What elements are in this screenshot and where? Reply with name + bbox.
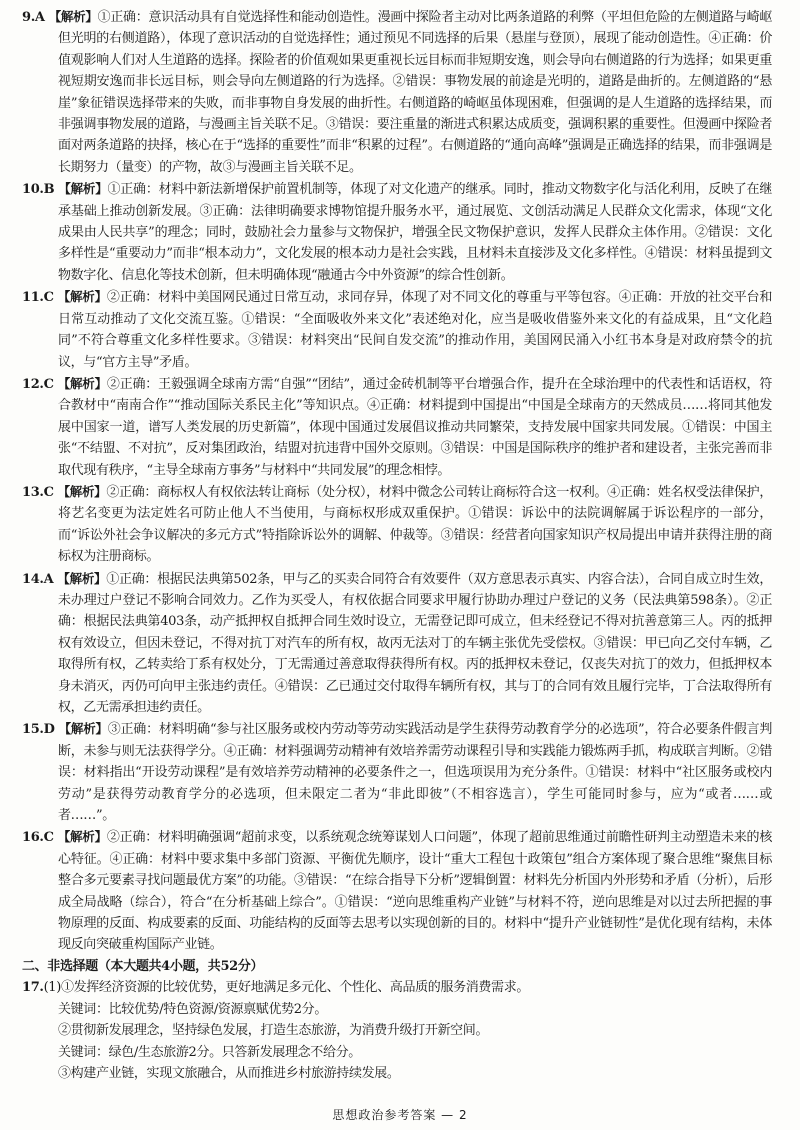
q17-line: ③构建产业链，实现文旅融合，从而推进乡村旅游持续发展。: [58, 1065, 400, 1081]
item-text: ①正确：根据民法典第502条，甲与乙的买卖合同符合有效要件（双方意思表示真实、内容合法），合同自成立时生效，未办理过户登记不影响合同效力。乙作为买受人，有权依据合同要求甲履行协助办理过户登记的义务（民法典第598条）。②正确：根据民法典第403条，动产抵押权自抵押合同生效时设立，无需登记即可成立，但未经登记不得对抗善意第三人。丙的抵押权有效设立，但因未登记，不得对抗丁对汽车的所有权，故丙无法对丁的车辆主张优先受偿权。③错误：甲已向乙交付车辆，乙取得所有权，乙转卖给丁系有权处分，丁无需通过善意取得获得所有权。丙的抵押权未登记，仅丧失对抗丁的效力，但抵押权本身未消灭，丙仍可向甲主张违约责任。④错误：乙已通过交付取得车辆所有权，其与丁的合同有效且履行完毕，丁合法取得所有权，乙无需承担违约责任。: [58, 571, 772, 715]
item-number: 16.: [22, 830, 44, 846]
analysis-tag: 【解析】: [57, 570, 107, 586]
item-number: 15.: [22, 722, 44, 738]
item-text: ②正确：材料中美国网民通过日常互动，求同存异，体现了对不同文化的尊重与平等包容。④正确：开放的社交平台和日常互动推动了文化交流互鉴。①错误：“全面吸收外来文化”表述绝对化，应当是吸收借鉴外来文化的有益成果，且“文化趋同”不符合尊重文化多样性要求。③错误：材料突出“民间自发交流”的推动作用，美国网民涌入小红书本身是对政府禁令的抗议，与“官方主导”矛盾。: [58, 290, 772, 370]
section-title: 二、非选择题（本大题共4小题，共52分）: [22, 958, 264, 974]
item-answer: C: [43, 290, 54, 306]
answer-item-14: [22, 568, 772, 719]
item-number: 14.: [22, 571, 44, 587]
answer-item-11: [22, 286, 772, 373]
item-number: 12.: [22, 376, 44, 392]
answer-item-12: [22, 373, 772, 481]
answer-content: [22, 6, 772, 1084]
analysis-tag: 【解析】: [57, 483, 107, 499]
item-answer: B: [43, 182, 55, 198]
item-answer: A: [43, 571, 54, 587]
analysis-tag: 【解析】: [58, 721, 108, 737]
answer-item-17: [22, 977, 772, 998]
answer-item-16: [22, 826, 772, 955]
item-number: 17.: [22, 980, 44, 996]
item-number: 10.: [22, 182, 44, 198]
answer-item-13: [22, 481, 772, 568]
analysis-tag: 【解析】: [58, 181, 108, 197]
item-answer: D: [43, 722, 55, 738]
item-answer: A: [34, 10, 45, 25]
item-text: ②正确：商标权人有权依法转让商标（处分权），材料中微念公司转让商标符合这一权利。④正确：姓名权受法律保护，将艺名变更为法定姓名可防止他人不当使用，与商标权形成双重保护。①错误：诉讼中的法院调解属于诉讼程序的一部分，而“诉讼外社会争议解决的多元方式”特指除诉讼外的调解、仲裁等。③错误：经营者向国家知识产权局提出申请并获得注册的商标权为注册商标。: [58, 484, 772, 565]
q17-line: (1)①发挥经济资源的比较优势，更好地满足多元化、个性化、高品质的服务消费需求。: [43, 980, 529, 996]
item-text: ①正确：材料中新法新增保护前置机制等，体现了对文化遗产的继承。同时，推动文物数字化与活化利用，反映了在继承基础上推动创新发展。③正确：法律明确要求博物馆提升服务水平，通过展览、文创活动满足人民群众文化需求，体现“文化成果由人民共享”的理念；同时，鼓励社会力量参与文物保护，增强全民文物保护意识，发挥人民群众主体作用。②错误：文化多样性是“重要动力”而非“根本动力”，文化发展的根本动力是社会实践，且材料未直接涉及文化多样性。④错误：材料虽提到文物数字化、信息化等技术创新，但未明确体现“融通古今中外资源”的综合性创新。: [58, 182, 772, 283]
item-answer: C: [43, 830, 54, 846]
q17-keyword-line: 关键词：比较优势/特色资源/资源禀赋优势2分。: [58, 1001, 327, 1017]
item-text: ③正确：材料明确“参与社区服务或校内劳动等劳动实践活动是学生获得劳动教育学分的必选项”，符合必要条件假言判断，未参与则无法获得学分。④正确：材料强调劳动精神有效培养需劳动课程引导和实践能力锻炼两手抓，构成联言判断。②错误：材料指出“开设劳动课程”是有效培养劳动精神的必要条件之一，但选项误用为充分条件。①错误：材料中“社区服务或校内劳动”是获得劳动教育学分的必选项，但未限定二者为“非此即彼”（不相容选言），学生可能同时参与，应为“或者……或者……”。: [58, 722, 772, 824]
item-answer: C: [43, 376, 54, 392]
item-answer: C: [43, 484, 54, 500]
item-number: 13.: [22, 484, 44, 500]
answer-item-10: [22, 178, 772, 286]
item-number: 9.: [22, 10, 35, 25]
analysis-tag: 【解析】: [57, 289, 107, 305]
analysis-tag: 【解析】: [48, 9, 98, 24]
q17-line: ②贯彻新发展理念，坚持绿色发展，打造生态旅游，为消费升级打开新空间。: [58, 1023, 489, 1039]
analysis-tag: 【解析】: [57, 375, 107, 391]
item-text: ②正确：王毅强调全球南方需“自强”“团结”，通过金砖机制等平台增强合作，提升在全球治理中的代表性和话语权，符合教材中“南南合作”“推动国际关系民主化”等知识点。④正确：材料提到中国提出“中国是全球南方的天然成员……将同其他发展中国家一道，谱写人类发展的历史新篇”，体现中国通过发展倡议推动共同繁荣，支持发展中国家共同发展。①错误：中国主张“不结盟、不对抗”，反对集团政治，结盟对抗违背中国外交原则。③错误：中国是国际秩序的维护者和建设者，主张完善而非取代现有秩序，“主导全球南方事务”与材料中“共同发展”的理念相悖。: [58, 376, 773, 478]
item-text: ①正确：意识活动具有自觉选择性和能动创造性。漫画中探险者主动对比两条道路的利弊（平坦但危险的左侧道路与崎岖但光明的右侧道路），体现了意识活动的自觉选择性；通过预见不同选择的后果（悬崖与登顶），展现了能动创造性。④正确：价值观影响人们对人生道路的选择。探险者的价值观如果更重视长远目标而非短期安逸，则会导向右侧道路的行为选择；如果更重视短期安逸而非长远目标，则会导向左侧道路的行为选择。②错误：事物发展的前途是光明的，道路是曲折的。左侧道路的“悬崖”象征错误选择带来的失败，而非事物自身发展的曲折性。右侧道路的崎岖虽体现困难，但强调的是人生道路的选择结果，而非强调事物发展的道路，与漫画主旨关联不足。③错误：要注重量的渐进式积累达成质变，强调积累的重要性。但漫画中探险者面对两条道路的抉择，核心在于“选择的重要性”而非“积累的过程”。右侧道路的“通向高峰”强调是正确选择的结果，而非强调是长期努力（量变）的产物，故③与漫画主旨关联不足。: [58, 10, 772, 175]
answer-item-15: [22, 718, 772, 826]
answer-item-9: [22, 6, 772, 178]
page-footer: 思想政治参考答案 — 2: [332, 1108, 468, 1122]
q17-keyword-line: 关键词：绿色/生态旅游2分。只答新发展理念不给分。: [58, 1044, 361, 1060]
item-text: ②正确：材料明确强调“超前求变，以系统观念统筹谋划人口问题”，体现了超前思维通过前瞻性研判主动塑造未来的核心特征。④正确：材料中要求集中多部门资源、平衡优先顺序，设计“重大工程包十政策包”组合方案体现了聚合思维“聚焦目标整合多元要素寻找问题最优方案”的功能。③错误：“在综合指导下分析”逻辑倒置：材料先分析国内外形势和矛盾（分析），后形成全局战略（综合），符合“在分析基础上综合”。①错误：“逆向思维重构产业链”与材料不符，逆向思维是对以过去所把握的事物原理的反面、构成要素的反面、功能结构的反面等去思考以实现创新的目的。材料中“提升产业链韧性”是优化现有结构，未体现反向突破重构国际产业链。: [58, 830, 772, 953]
item-number: 11.: [22, 290, 44, 306]
analysis-tag: 【解析】: [57, 829, 107, 845]
